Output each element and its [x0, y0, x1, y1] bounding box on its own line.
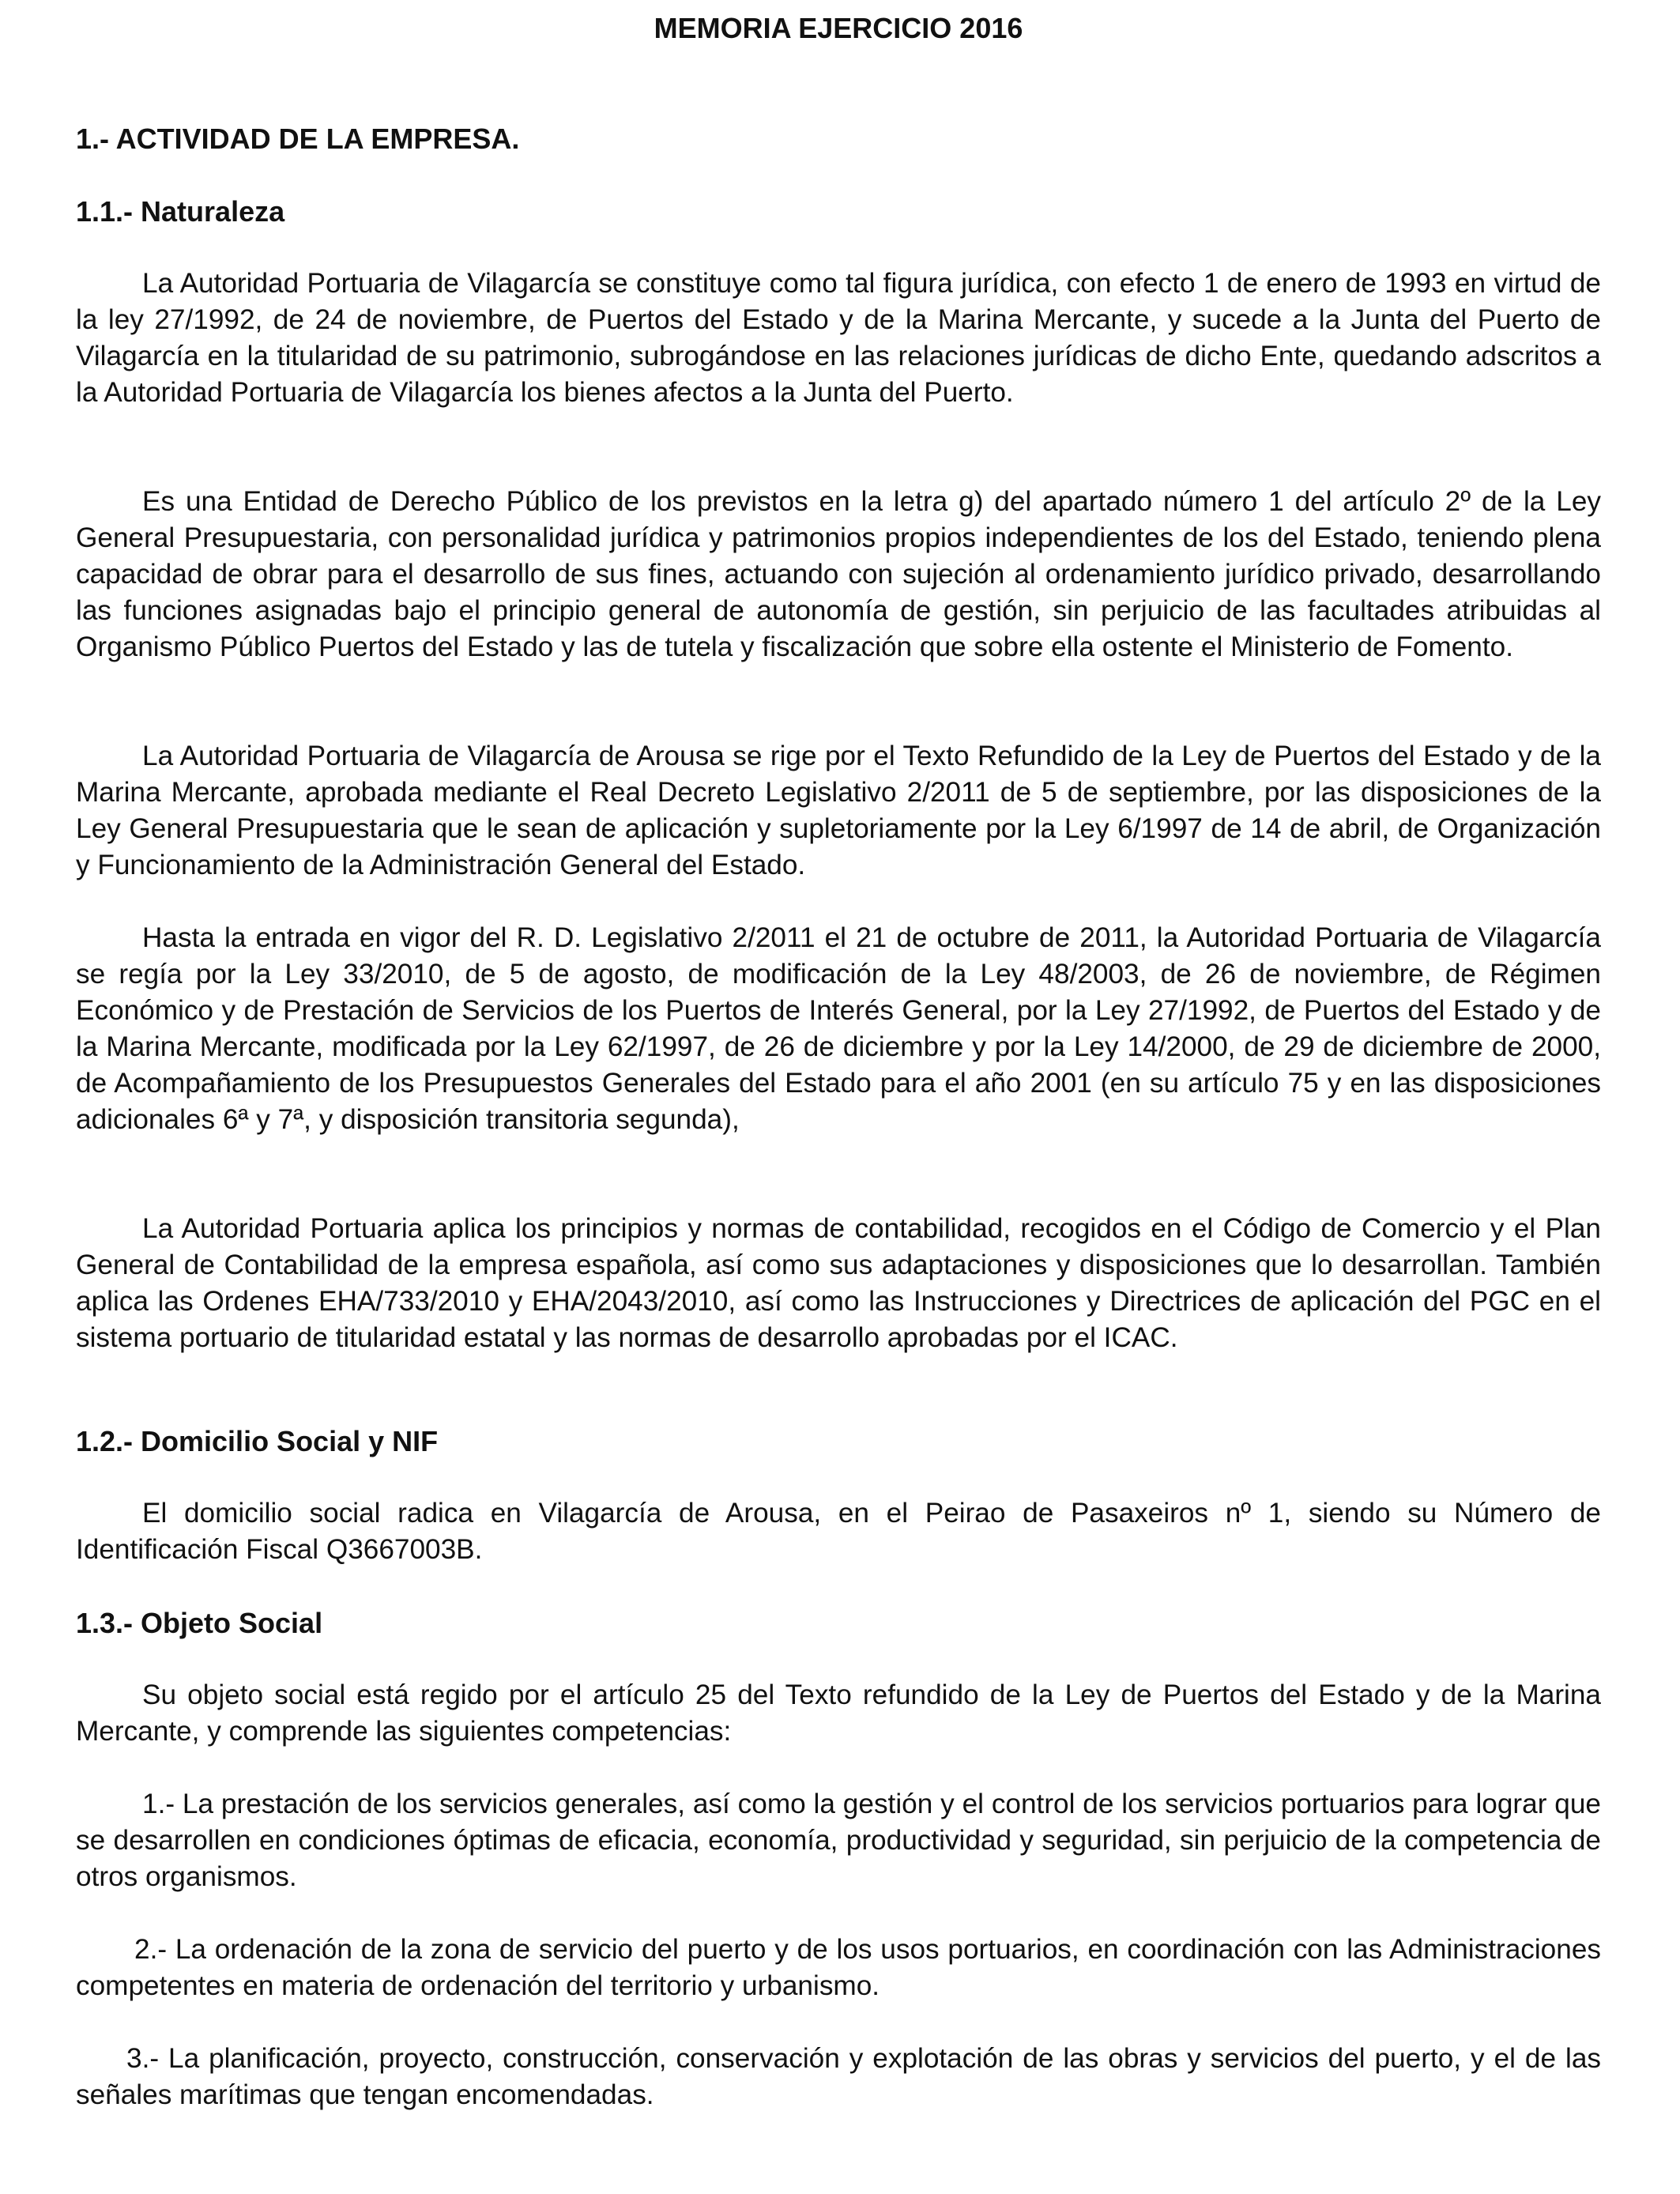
- section-heading-actividad: 1.- ACTIVIDAD DE LA EMPRESA.: [76, 123, 520, 155]
- paragraph-domicilio: El domicilio social radica en Vilagarcía de Arousa, en el Peirao de Pasaxeiros nº 1, siendo su Número de Identificación Fiscal Q3667003B.: [76, 1498, 1601, 1565]
- competencia-item-1: 1.- La prestación de los servicios generales, así como la gestión y el control de los servicios portuarios para lograr que se desarrollen en condiciones óptimas de eficacia, economía, productividad y seguridad, sin perjuicio de la competencia de otros organismos.: [76, 1789, 1601, 1892]
- paragraph-naturaleza-3: La Autoridad Portuaria de Vilagarcía de Arousa se rige por el Texto Refundido de la Ley de Puertos del Estado y de la Marina Mercante, aprobada mediante el Real Decreto Legislativo 2/2011 de 5 de septiembre, por las disposiciones de la Ley General Presupuestaria que le sean de aplicación y supletoriamente por la Ley 6/1997 de 14 de abril, de Organización y Funcionamiento de la Administración General del Estado.: [76, 741, 1601, 880]
- paragraph-naturaleza-5: La Autoridad Portuaria aplica los principios y normas de contabilidad, recogidos en el Código de Comercio y el Plan General de Contabilidad de la empresa española, así como sus adaptaciones y disposiciones que lo desarrollan. También aplica las Ordenes EHA/733/2010 y EHA/2043/2010, así como las Instrucciones y Directrices de aplicación del PGC en el sistema portuario de titularidad estatal y las normas de desarrollo aprobadas por el ICAC.: [76, 1213, 1601, 1353]
- subsection-heading-naturaleza: 1.1.- Naturaleza: [76, 195, 285, 228]
- document-title: MEMORIA EJERCICIO 2016: [654, 12, 1023, 44]
- paragraph-objeto-social: Su objeto social está regido por el artículo 25 del Texto refundido de la Ley de Puertos del Estado y de la Marina Mercante, y comprende las siguientes competencias:: [76, 1679, 1601, 1747]
- paragraph-naturaleza-1: La Autoridad Portuaria de Vilagarcía se constituye como tal figura jurídica, con efecto 1 de enero de 1993 en virtud de la ley 27/1992, de 24 de noviembre, de Puertos del Estado y de la Marina Mercante, y sucede a la Junta del Puerto de Vilagarcía en la titularidad de su patrimonio, subrogándose en las relaciones jurídicas de dicho Ente, quedando adscritos a la Autoridad Portuaria de Vilagarcía los bienes afectos a la Junta del Puerto.: [76, 268, 1601, 408]
- paragraph-naturaleza-2: Es una Entidad de Derecho Público de los previstos en la letra g) del apartado número 1 del artículo 2º de la Ley General Presupuestaria, con personalidad jurídica y patrimonios propios independientes de los del Estado, teniendo plena capacidad de obrar para el desarrollo de sus fines, actuando con sujeción al ordenamiento jurídico privado, desarrollando las funciones asignadas bajo el principio general de autonomía de gestión, sin perjuicio de las facultades atribuidas al Organismo Público Puertos del Estado y las de tutela y fiscalización que sobre ella ostente el Ministerio de Fomento.: [76, 486, 1601, 662]
- competencia-item-3: 3.- La planificación, proyecto, construcción, conservación y explotación de las obras y servicios del puerto, y el de las señales marítimas que tengan encomendadas.: [76, 2043, 1601, 2110]
- competencia-item-2: 2.- La ordenación de la zona de servicio del puerto y de los usos portuarios, en coordinación con las Administraciones competentes en materia de ordenación del territorio y urbanismo.: [76, 1934, 1601, 2001]
- subsection-heading-objeto-social: 1.3.- Objeto Social: [76, 1607, 323, 1639]
- paragraph-naturaleza-4: Hasta la entrada en vigor del R. D. Legislativo 2/2011 el 21 de octubre de 2011, la Autoridad Portuaria de Vilagarcía se regía por la Ley 33/2010, de 5 de agosto, de modificación de la Ley 48/2003, de 26 de noviembre, de Régimen Económico y de Prestación de Servicios de los Puertos de Interés General, por la Ley 27/1992, de Puertos del Estado y de la Marina Mercante, modificada por la Ley 62/1997, de 26 de diciembre y por la Ley 14/2000, de 29 de diciembre de 2000, de Acompañamiento de los Presupuestos Generales del Estado para el año 2001 (en su artículo 75 y en las disposiciones adicionales 6ª y 7ª, y disposición transitoria segunda),: [76, 922, 1601, 1135]
- subsection-heading-domicilio: 1.2.- Domicilio Social y NIF: [76, 1425, 439, 1457]
